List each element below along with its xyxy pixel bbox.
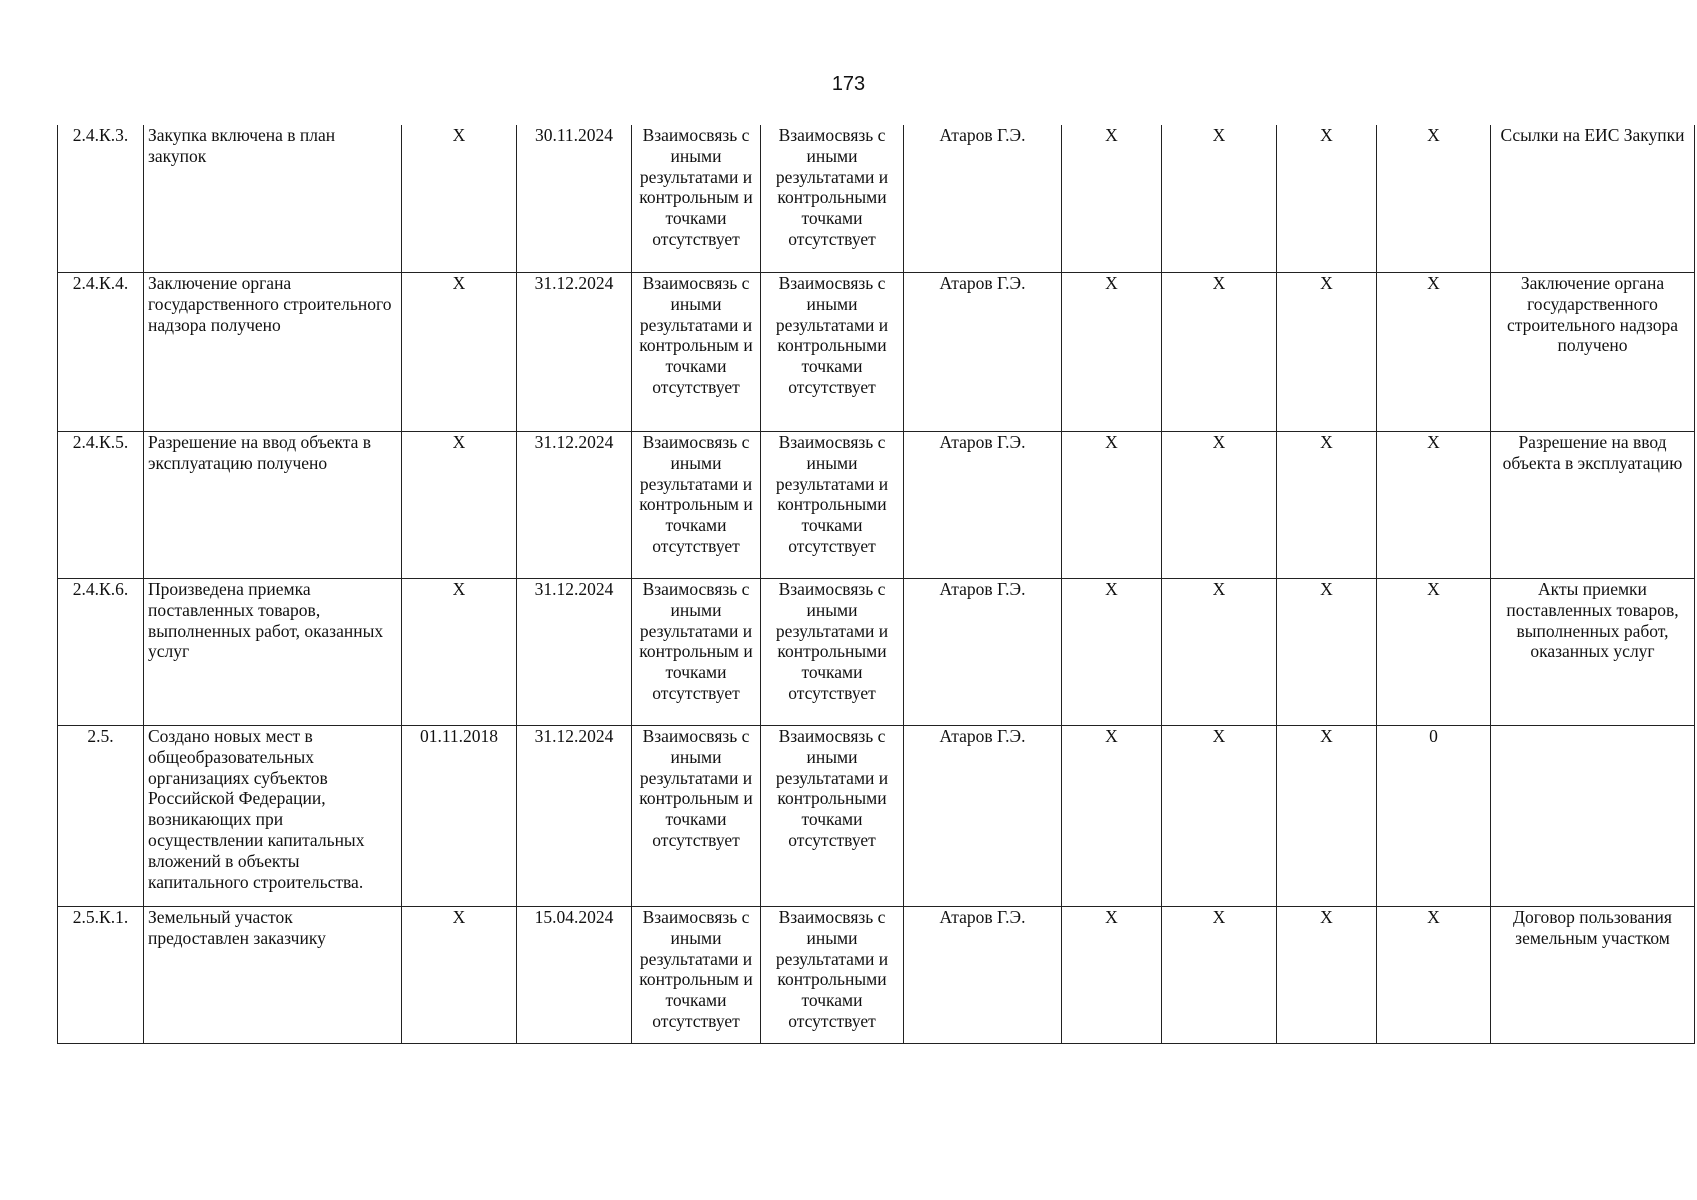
table-row — [58, 579, 1695, 726]
row-col-4: 0 — [1377, 726, 1491, 907]
row-link-next: Взаимосвязь с иными результатами и контрольными точками отсутствует — [761, 432, 904, 579]
table-row — [58, 907, 1695, 1044]
row-link-next: Взаимосвязь с иными результатами и контрольными точками отсутствует — [761, 579, 904, 726]
row-start-date: X — [402, 907, 517, 1044]
row-col-2: X — [1162, 125, 1277, 273]
row-code: 2.5.К.1. — [58, 907, 144, 1044]
row-link-prev: Взаимосвязь с иными результатами и контрольным и точками отсутствует — [632, 125, 761, 273]
table-row — [58, 125, 1695, 273]
row-end-date: 31.12.2024 — [517, 273, 632, 432]
row-link-prev: Взаимосвязь с иными результатами и контрольным и точками отсутствует — [632, 432, 761, 579]
row-col-4: X — [1377, 125, 1491, 273]
row-end-date: 31.12.2024 — [517, 726, 632, 907]
row-link-next: Взаимосвязь с иными результатами и контрольными точками отсутствует — [761, 907, 904, 1044]
row-col-3: X — [1277, 432, 1377, 579]
row-col-1: X — [1062, 579, 1162, 726]
row-code: 2.4.К.3. — [58, 125, 144, 273]
table-row — [58, 432, 1695, 579]
row-document: Заключение органа государственного строительного надзора получено — [1491, 273, 1695, 432]
row-responsible: Атаров Г.Э. — [904, 273, 1062, 432]
row-responsible: Атаров Г.Э. — [904, 125, 1062, 273]
row-link-next: Взаимосвязь с иными результатами и контрольными точками отсутствует — [761, 273, 904, 432]
row-responsible: Атаров Г.Э. — [904, 579, 1062, 726]
row-link-prev: Взаимосвязь с иными результатами и контрольным и точками отсутствует — [632, 726, 761, 907]
row-col-3: X — [1277, 726, 1377, 907]
row-link-prev: Взаимосвязь с иными результатами и контрольным и точками отсутствует — [632, 907, 761, 1044]
row-col-3: X — [1277, 125, 1377, 273]
plan-table — [57, 125, 1695, 1044]
table-row — [58, 273, 1695, 432]
row-code: 2.4.К.6. — [58, 579, 144, 726]
row-responsible: Атаров Г.Э. — [904, 432, 1062, 579]
row-col-2: X — [1162, 579, 1277, 726]
row-start-date: X — [402, 273, 517, 432]
row-start-date: 01.11.2018 — [402, 726, 517, 907]
row-document: Разрешение на ввод объекта в эксплуатацию — [1491, 432, 1695, 579]
row-col-2: X — [1162, 907, 1277, 1044]
row-code: 2.4.К.4. — [58, 273, 144, 432]
row-col-1: X — [1062, 273, 1162, 432]
row-title: Заключение органа государственного строительного надзора получено — [144, 273, 402, 432]
row-link-next: Взаимосвязь с иными результатами и контрольными точками отсутствует — [761, 125, 904, 273]
row-col-4: X — [1377, 432, 1491, 579]
row-title: Разрешение на ввод объекта в эксплуатацию получено — [144, 432, 402, 579]
row-start-date: X — [402, 432, 517, 579]
row-document: Ссылки на ЕИС Закупки — [1491, 125, 1695, 273]
row-col-4: X — [1377, 273, 1491, 432]
row-document: Договор пользования земельным участком — [1491, 907, 1695, 1044]
row-col-3: X — [1277, 907, 1377, 1044]
row-title: Создано новых мест в общеобразовательных организациях субъектов Российской Федерации, возникающих при осуществлении капитальных вложений в объекты капитального строительства. — [144, 726, 402, 907]
row-col-2: X — [1162, 726, 1277, 907]
row-col-1: X — [1062, 432, 1162, 579]
row-title: Произведена приемка поставленных товаров, выполненных работ, оказанных услуг — [144, 579, 402, 726]
row-end-date: 15.04.2024 — [517, 907, 632, 1044]
row-code: 2.4.К.5. — [58, 432, 144, 579]
row-col-4: X — [1377, 907, 1491, 1044]
row-col-1: X — [1062, 726, 1162, 907]
row-document: Акты приемки поставленных товаров, выполненных работ, оказанных услуг — [1491, 579, 1695, 726]
row-col-2: X — [1162, 432, 1277, 579]
row-end-date: 31.12.2024 — [517, 432, 632, 579]
row-link-prev: Взаимосвязь с иными результатами и контрольным и точками отсутствует — [632, 273, 761, 432]
row-col-1: X — [1062, 125, 1162, 273]
row-end-date: 30.11.2024 — [517, 125, 632, 273]
row-col-4: X — [1377, 579, 1491, 726]
row-code: 2.5. — [58, 726, 144, 907]
row-responsible: Атаров Г.Э. — [904, 907, 1062, 1044]
row-col-2: X — [1162, 273, 1277, 432]
row-title: Закупка включена в план закупок — [144, 125, 402, 273]
row-document — [1491, 726, 1695, 907]
row-link-next: Взаимосвязь с иными результатами и контрольными точками отсутствует — [761, 726, 904, 907]
row-start-date: X — [402, 125, 517, 273]
row-col-1: X — [1062, 907, 1162, 1044]
table-row — [58, 726, 1695, 907]
page-number: 173 — [831, 73, 866, 95]
row-col-3: X — [1277, 273, 1377, 432]
row-responsible: Атаров Г.Э. — [904, 726, 1062, 907]
row-title: Земельный участок предоставлен заказчику — [144, 907, 402, 1044]
row-start-date: X — [402, 579, 517, 726]
row-link-prev: Взаимосвязь с иными результатами и контрольным и точками отсутствует — [632, 579, 761, 726]
row-end-date: 31.12.2024 — [517, 579, 632, 726]
row-col-3: X — [1277, 579, 1377, 726]
